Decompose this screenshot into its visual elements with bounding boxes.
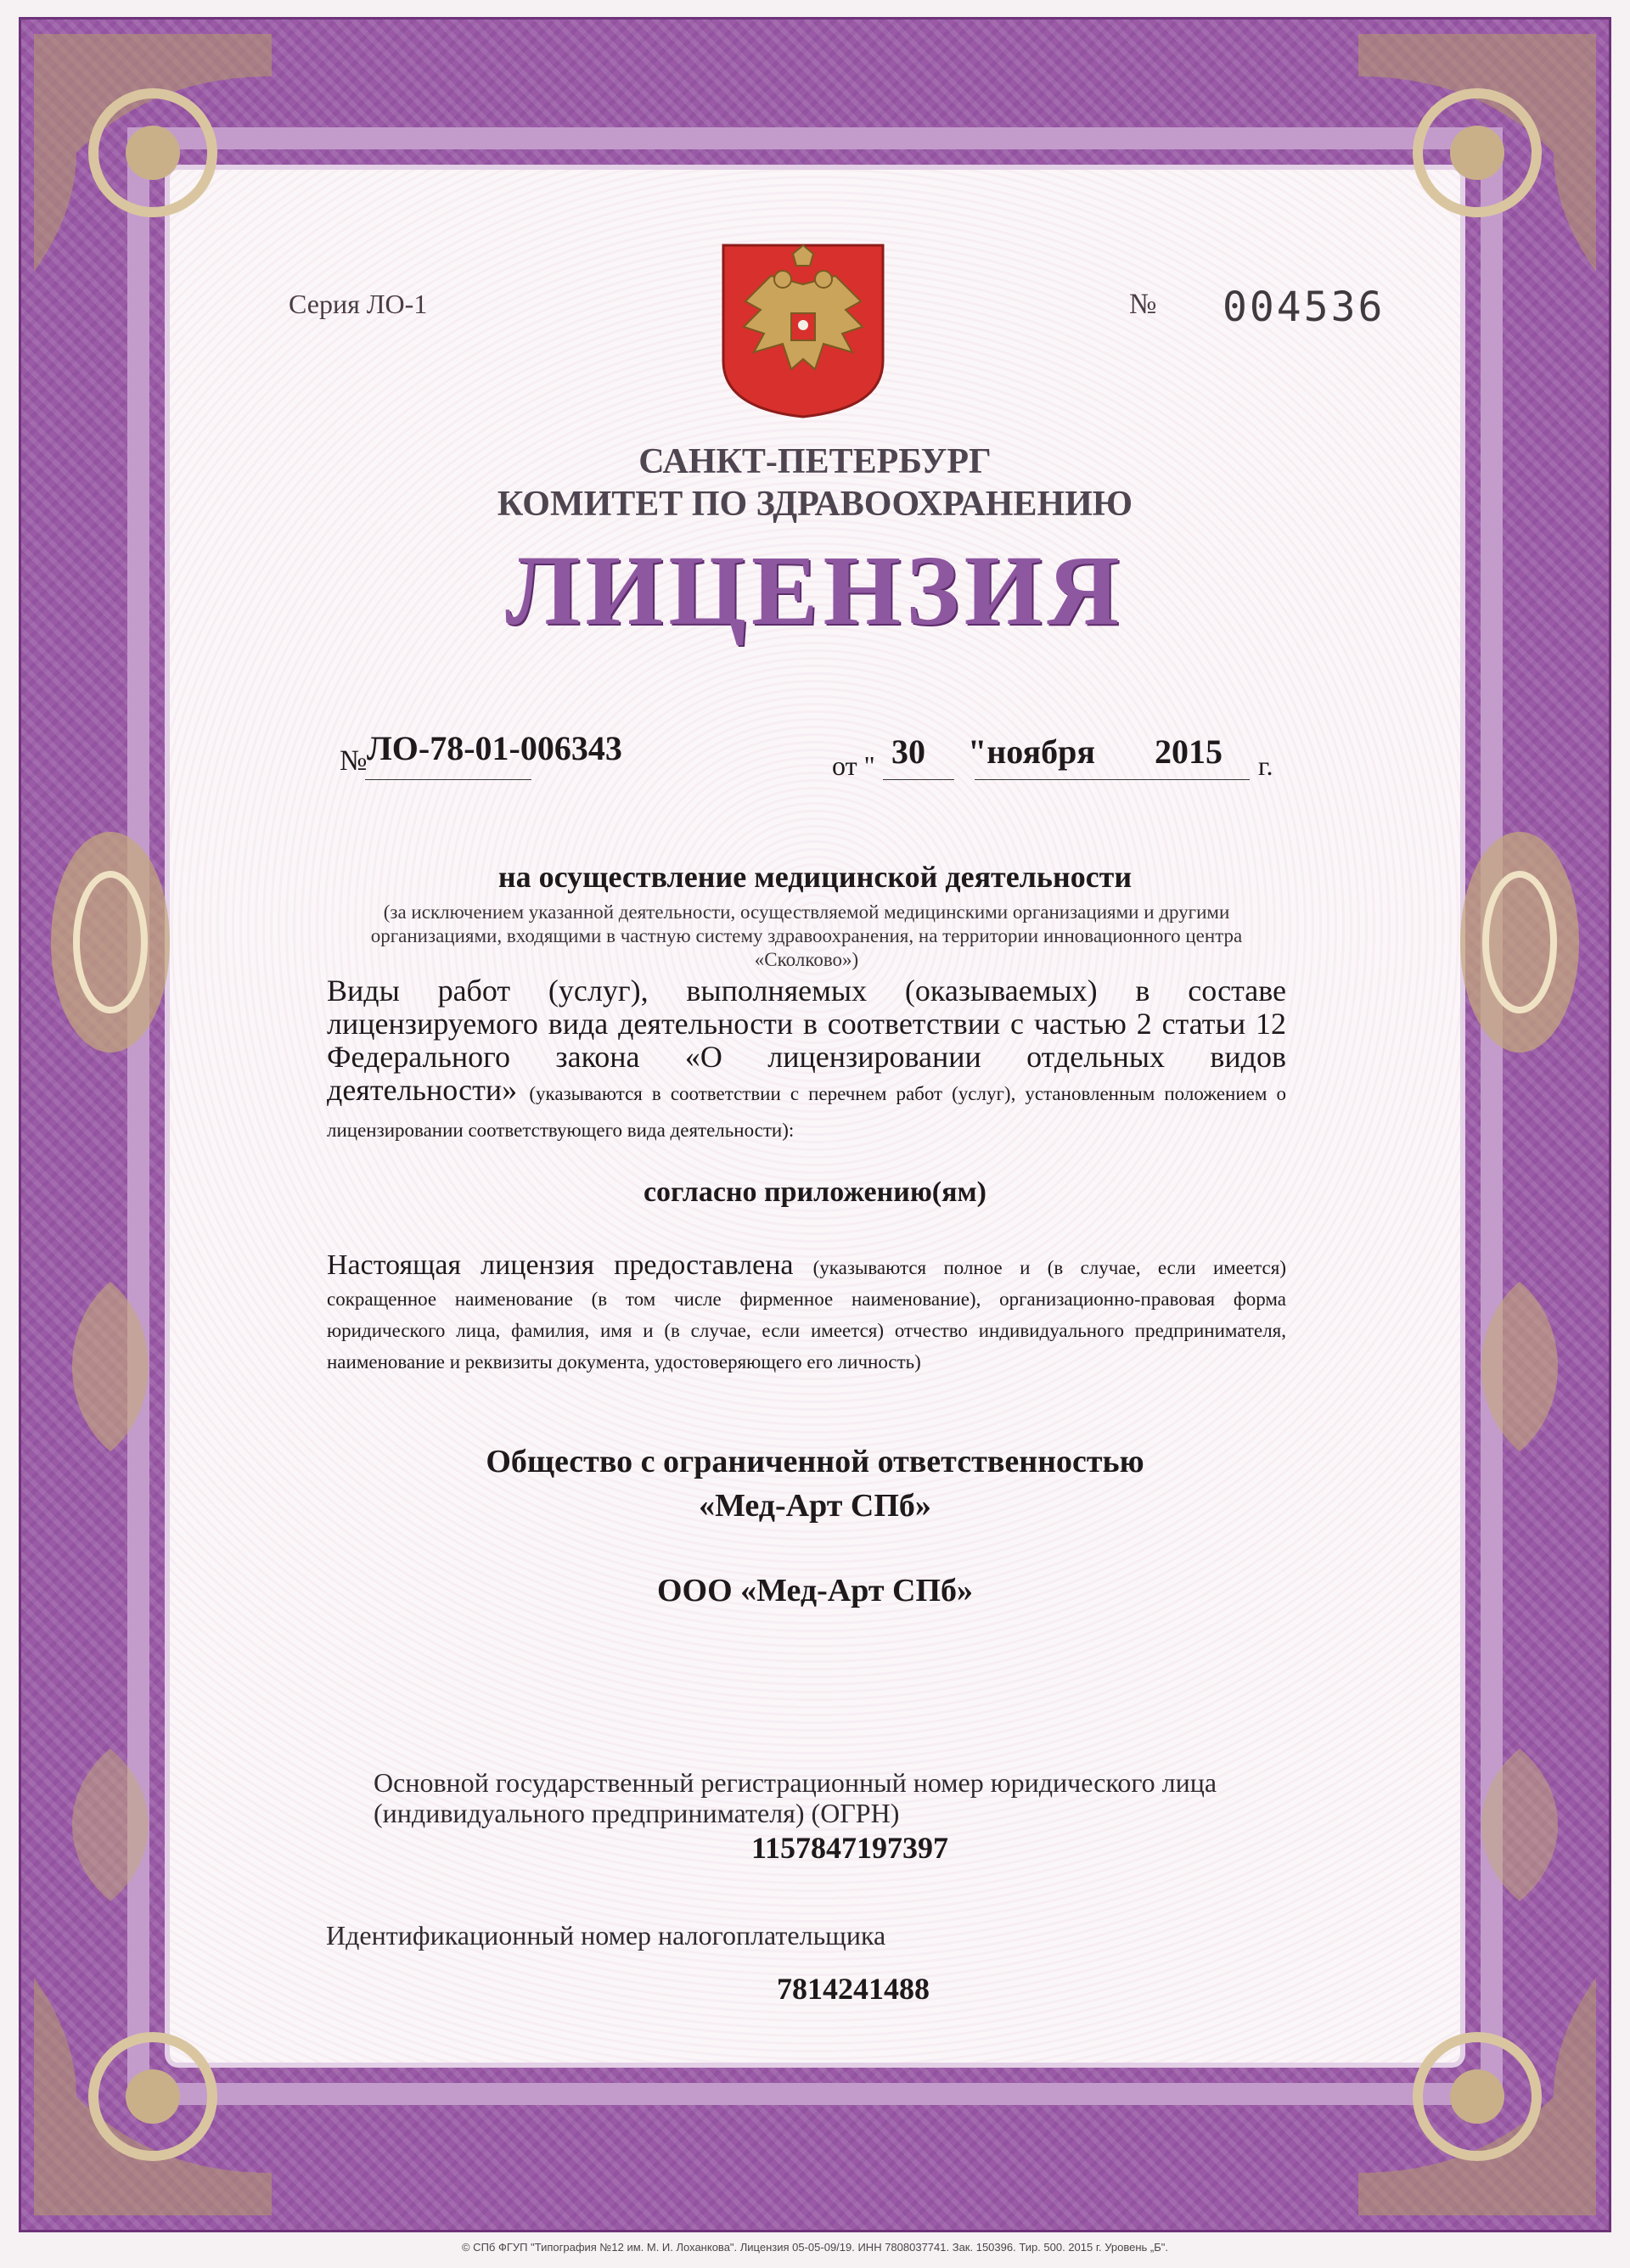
- license-date-month: [968, 732, 1095, 772]
- ogrn-label: [374, 1767, 1290, 1828]
- date-month-underline: [975, 779, 1250, 780]
- ogrn-label-line-2: (индивидуального предпринимателя) (ОГРН): [374, 1798, 900, 1828]
- date-quote-close: ": [968, 733, 987, 771]
- license-date-month-text: ноября: [986, 733, 1096, 771]
- side-ornament-left-icon: [34, 1273, 187, 1460]
- side-medallion-left-icon: [34, 815, 187, 1069]
- document-title: ЛИЦЕНЗИЯ: [505, 535, 1125, 646]
- activity-note-line-2: организациями, входящими в частную систему здравоохранения, на территории инновационного центра: [370, 925, 1243, 946]
- corner-ornament-bottom-left-icon: [25, 1969, 280, 2224]
- side-ornament-lower-left-icon: [34, 1740, 187, 1910]
- license-number-sign: №: [340, 745, 368, 777]
- series-label: Серия ЛО-1: [289, 289, 428, 319]
- corner-ornament-top-left-icon: [25, 25, 280, 280]
- works-note: (указываются в соответствии с перечнем работ (услуг), установленным положением о лицензировании соответствующего вида деятельности):: [327, 1083, 1286, 1141]
- date-day-underline: [883, 779, 954, 780]
- side-medallion-right-icon: [1443, 815, 1596, 1069]
- appendix-reference: согласно приложению(ям): [643, 1176, 987, 1208]
- inn-value: 7814241488: [777, 1972, 930, 2006]
- works-paragraph: [327, 974, 1286, 1147]
- side-ornament-right-icon: [1443, 1273, 1596, 1460]
- granted-note: (указываются полное и (в случае, если имеется) сокращенное наименование (в том числе фирменное наименование), организационно-правовая форма юридического лица, фамилия, имя и (в случае, если имеется) отчество индивидуального предпринимателя, наименование и реквизиты документа, удостоверяющего его личность): [327, 1257, 1287, 1373]
- printer-imprint: © СПб ФГУП "Типография №12 им. М. И. Лоханкова". Лицензия 05-05-09/19. ИНН 7808037741. Зак. 150396. Тир. 500. 2015 г. Уровень „Б".: [461, 2241, 1169, 2254]
- form-number-sign: №: [1129, 289, 1157, 320]
- authority-committee: КОМИТЕТ ПО ЗДРАВООХРАНЕНИЮ: [497, 485, 1133, 524]
- form-number: 004536: [1222, 284, 1386, 331]
- works-text: Виды работ (услуг), выполняемых (оказываемых) в составе лицензируемого вида деятельности в соответствии с частью 2 статьи 12 Федерального закона «О лицензировании отдельных видов деятельности»: [327, 974, 1286, 1107]
- activity-note-line-3: «Сколково»): [754, 949, 859, 970]
- license-number-underline: [365, 779, 531, 780]
- activity-heading: на осуществление медицинской деятельности: [497, 860, 1133, 894]
- granted-paragraph: [327, 1251, 1286, 1377]
- side-ornament-lower-right-icon: [1443, 1740, 1596, 1910]
- license-date-year: 2015: [1155, 733, 1222, 771]
- activity-note-line-1: (за исключением указанной деятельности, осуществляемой медицинскими организациями и другими: [383, 901, 1230, 923]
- inn-label: Идентификационный номер налогоплательщика: [326, 1920, 886, 1951]
- date-prefix: от ": [832, 750, 875, 781]
- ogrn-label-line-1: Основной государственный регистрационный номер юридического лица: [374, 1767, 1217, 1798]
- corner-ornament-top-right-icon: [1350, 25, 1605, 280]
- license-date-day: 30: [891, 733, 925, 771]
- corner-ornament-bottom-right-icon: [1350, 1969, 1605, 2224]
- ogrn-value: 1157847197397: [751, 1831, 949, 1865]
- license-number: ЛО-78-01-006343: [367, 729, 622, 767]
- organization-full-name-line-2: «Мед-Арт СПб»: [699, 1488, 931, 1524]
- granted-text: Настоящая лицензия предоставлена: [327, 1249, 794, 1281]
- organization-short-name: ООО «Мед-Арт СПб»: [656, 1573, 974, 1608]
- organization-full-name-line-1: Общество с ограниченной ответственностью: [486, 1444, 1144, 1479]
- coat-of-arms-icon: [720, 242, 886, 420]
- year-suffix: г.: [1258, 750, 1273, 781]
- authority-city: САНКТ-ПЕТЕРБУРГ: [638, 442, 992, 481]
